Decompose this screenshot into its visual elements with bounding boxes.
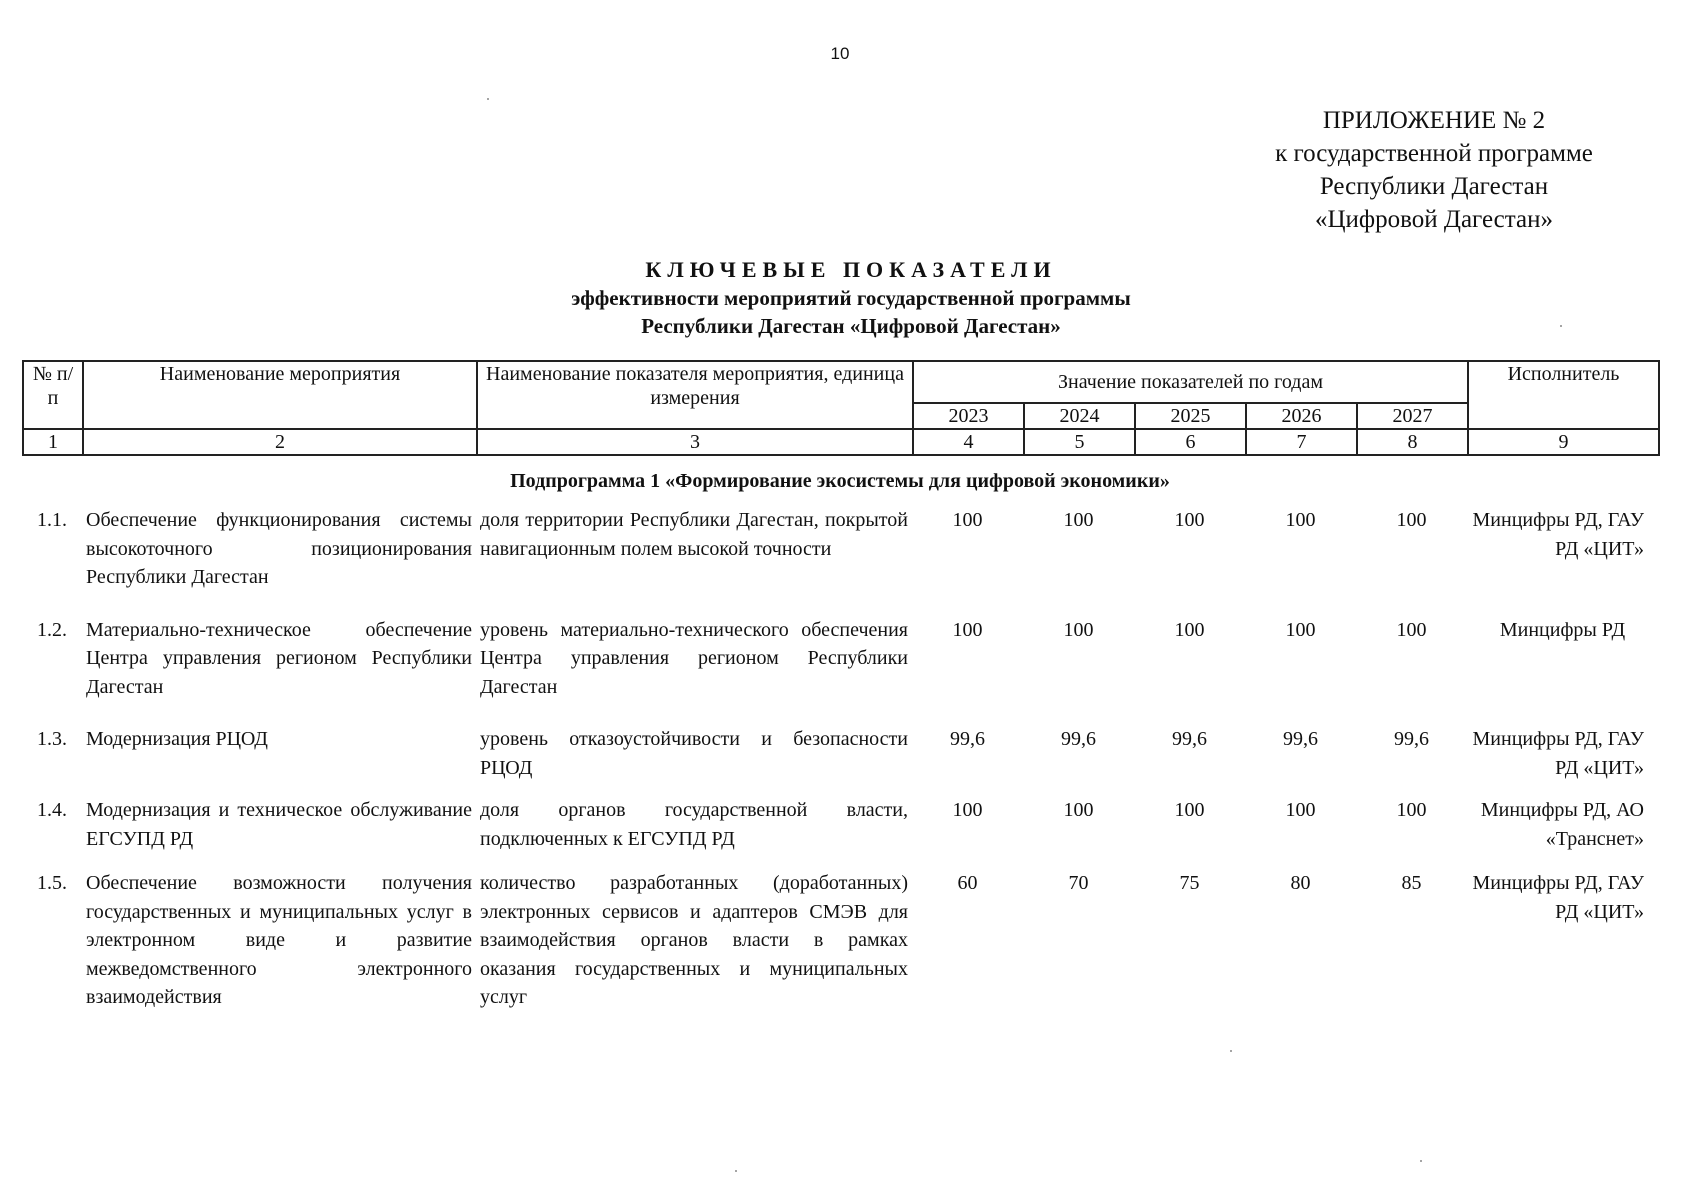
value-2025: 99,6 xyxy=(1172,728,1207,750)
header-year: 2025 xyxy=(1135,403,1246,429)
title-line-3: Республики Дагестан «Цифровой Дагестан» xyxy=(641,314,1061,338)
executor: Минцифры РД, ГАУ РД «ЦИТ» xyxy=(1472,872,1644,923)
value-2026: 80 xyxy=(1290,872,1311,894)
title-line-1: КЛЮЧЕВЫЕ ПОКАЗАТЕЛИ xyxy=(645,257,1057,282)
event-name: Обеспечение возможности получения государственных и муниципальных услуг в электронном виде и развитие межведомственного электронного взаимодействия xyxy=(86,872,472,1008)
indicator-name: доля территории Республики Дагестан, покрытой навигационным полем высокой точности xyxy=(480,509,908,560)
header-year: 2026 xyxy=(1246,403,1357,429)
value-2025: 100 xyxy=(1174,618,1205,641)
subprogram-title: Подпрограмма 1 «Формирование экосистемы для цифровой экономики» xyxy=(510,470,1170,492)
header-indicator-name: Наименование показателя мероприятия, единица измерения xyxy=(477,361,913,429)
column-number: 8 xyxy=(1357,429,1468,455)
header-event-name: Наименование мероприятия xyxy=(83,361,477,429)
table-row xyxy=(22,796,1658,853)
page-number: 10 xyxy=(830,44,850,63)
row-number: 1.3. xyxy=(37,728,67,750)
scan-speck xyxy=(487,98,489,100)
value-2025: 75 xyxy=(1179,872,1200,894)
value-2027: 99,6 xyxy=(1394,728,1429,750)
appendix-line-2: к государственной программе xyxy=(1275,140,1593,167)
event-name: Модернизация РЦОД xyxy=(86,728,268,750)
value-2026: 99,6 xyxy=(1283,728,1318,750)
indicators-table-body xyxy=(22,506,1658,1012)
indicator-name: уровень отказоустойчивости и безопасности РЦОД xyxy=(480,728,908,779)
executor: Минцифры РД xyxy=(1499,618,1626,641)
column-number: 3 xyxy=(477,429,913,455)
scan-speck xyxy=(1420,1160,1422,1162)
row-number: 1.4. xyxy=(37,799,67,821)
event-name: Модернизация и техническое обслуживание ЕГСУПД РД xyxy=(86,799,472,850)
header-number: № п/п xyxy=(23,361,83,429)
event-name: Материально-техническое обеспечение Центра управления регионом Республики Дагестан xyxy=(86,618,472,698)
column-number: 4 xyxy=(913,429,1024,455)
value-2023: 100 xyxy=(952,509,983,531)
indicators-table-header xyxy=(22,360,1660,456)
value-2024: 70 xyxy=(1068,872,1089,894)
row-number: 1.5. xyxy=(37,872,67,894)
column-number: 7 xyxy=(1246,429,1357,455)
value-2027: 100 xyxy=(1396,509,1427,531)
table-row xyxy=(22,869,1658,1012)
title-line-2: эффективности мероприятий государственной программы xyxy=(571,286,1131,310)
column-number: 6 xyxy=(1135,429,1246,455)
document-title xyxy=(0,256,1702,340)
appendix-line-1: ПРИЛОЖЕНИЕ № 2 xyxy=(1322,107,1546,134)
executor: Минцифры РД, ГАУ РД «ЦИТ» xyxy=(1472,509,1644,560)
scan-speck xyxy=(1560,325,1562,327)
header-executor: Исполнитель xyxy=(1468,361,1659,429)
row-number: 1.1. xyxy=(37,509,67,531)
value-2025: 100 xyxy=(1174,509,1205,531)
executor: Минцифры РД, АО «Транснет» xyxy=(1480,799,1644,850)
indicator-name: доля органов государственной власти, подключенных к ЕГСУПД РД xyxy=(480,799,908,850)
value-2026: 100 xyxy=(1285,799,1316,821)
indicator-name: количество разработанных (доработанных) электронных сервисов и адаптеров СМЭВ для взаимодействия органов власти в рамках оказания государственных и муниципальных услуг xyxy=(480,872,908,1008)
value-2023: 100 xyxy=(952,799,983,821)
scan-speck xyxy=(1230,1050,1232,1052)
column-number: 1 xyxy=(23,429,83,455)
value-2025: 100 xyxy=(1174,799,1205,821)
table-row xyxy=(22,725,1658,782)
table-row xyxy=(22,616,1658,702)
scan-speck xyxy=(735,1170,737,1172)
column-number: 2 xyxy=(83,429,477,455)
header-year: 2023 xyxy=(913,403,1024,429)
value-2026: 100 xyxy=(1285,509,1316,531)
row-number: 1.2. xyxy=(37,618,67,641)
value-2026: 100 xyxy=(1285,618,1316,641)
header-year: 2027 xyxy=(1357,403,1468,429)
value-2024: 99,6 xyxy=(1061,728,1096,750)
table-row xyxy=(22,506,1658,592)
value-2024: 100 xyxy=(1063,618,1094,641)
indicator-name: уровень материально-технического обеспечения Центра управления регионом Республики Дагестан xyxy=(480,618,908,698)
header-values-by-year: Значение показателей по годам xyxy=(913,361,1468,403)
appendix-line-3: Республики Дагестан xyxy=(1319,173,1549,200)
appendix-block xyxy=(1244,104,1624,236)
executor: Минцифры РД, ГАУ РД «ЦИТ» xyxy=(1472,728,1644,779)
value-2027: 100 xyxy=(1396,618,1427,641)
column-number: 9 xyxy=(1468,429,1659,455)
event-name: Обеспечение функционирования системы высокоточного позиционирования Республики Дагестан xyxy=(86,509,472,588)
column-number: 5 xyxy=(1024,429,1135,455)
value-2023: 99,6 xyxy=(950,728,985,750)
value-2024: 100 xyxy=(1063,509,1094,531)
value-2027: 85 xyxy=(1401,872,1422,894)
appendix-line-4: «Цифровой Дагестан» xyxy=(1315,206,1553,233)
value-2024: 100 xyxy=(1063,799,1094,821)
value-2023: 100 xyxy=(952,618,983,641)
value-2023: 60 xyxy=(957,872,978,894)
header-year: 2024 xyxy=(1024,403,1135,429)
value-2027: 100 xyxy=(1396,799,1427,821)
